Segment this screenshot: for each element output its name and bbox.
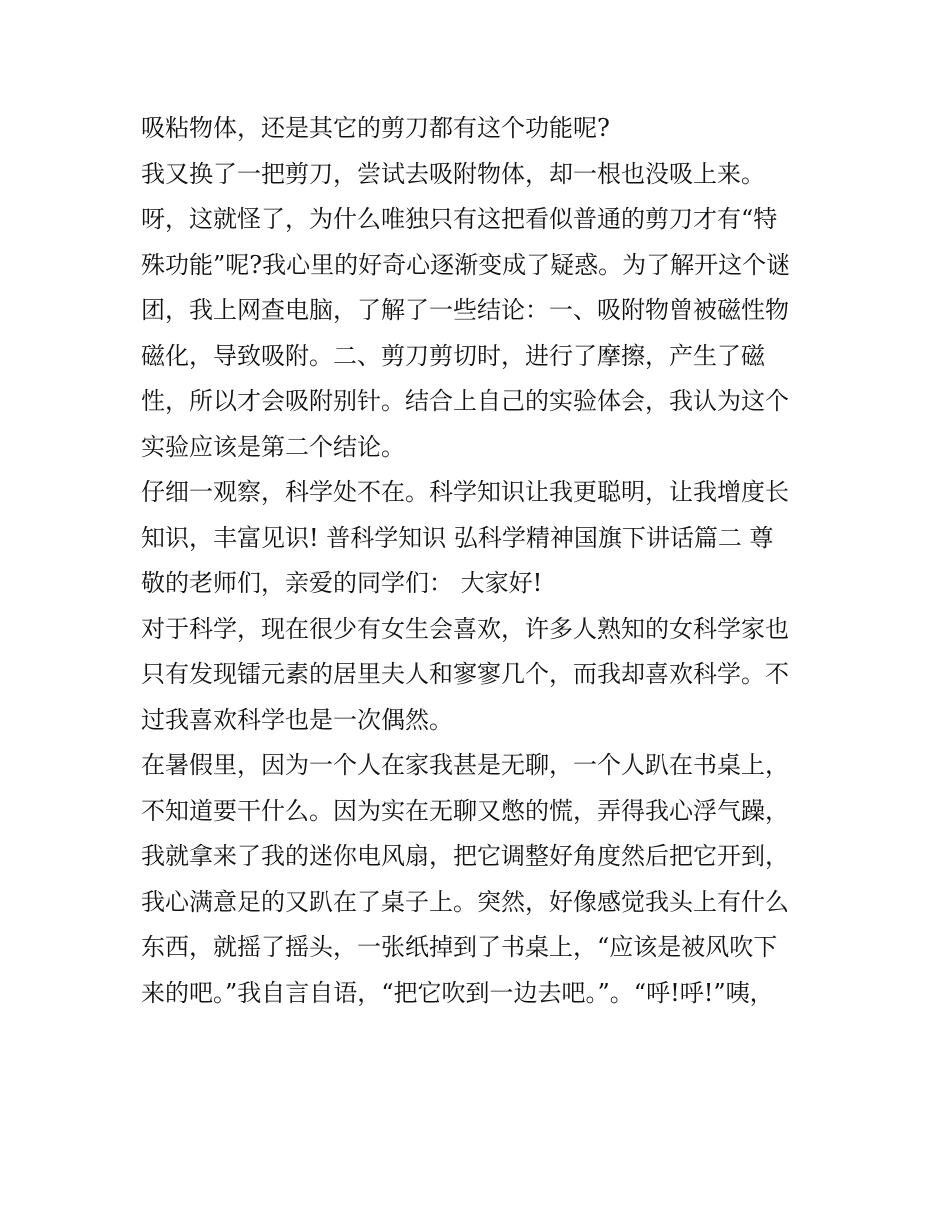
text-line: 团，我上网查电脑，了解了一些结论：一、吸附物曾被磁性物: [141, 296, 789, 324]
text-line: 我心满意足的又趴在了桌子上。突然，好像感觉我头上有什么: [141, 887, 789, 916]
text-line: 仔细一观察，科学处不在。科学知识让我更聪明，让我增度长: [141, 478, 789, 506]
text-line: 殊功能”呢?我心里的好奇心逐渐变成了疑惑。为了解开这个谜: [141, 250, 791, 279]
body-text: [141, 106, 821, 1016]
text-line: 实验应该是第二个结论。: [141, 432, 405, 461]
text-line: 我又换了一把剪刀，尝试去吸附物体，却一根也没吸上来。: [141, 159, 765, 188]
text-line: 对于科学，现在很少有女生会喜欢，许多人熟知的女科学家也: [141, 614, 789, 643]
text-line: 磁化，导致吸附。二、剪刀剪切时，进行了摩擦，产生了磁: [141, 341, 765, 370]
text-line: 只有发现镭元素的居里夫人和寥寥几个，而我却喜欢科学。不: [141, 660, 789, 688]
text-line: 过我喜欢科学也是一次偶然。: [141, 705, 453, 734]
text-line: 性，所以才会吸附别针。结合上自己的实验体会，我认为这个: [141, 387, 789, 415]
text-line: 呀，这就怪了，为什么唯独只有这把看似普通的剪刀才有“特: [141, 205, 778, 233]
text-line: 知识，丰富见识! 普科学知识 弘科学精神国旗下讲话篇二 尊: [141, 523, 774, 552]
text-line: 我就拿来了我的迷你电风扇，把它调整好角度然后把它开到，: [141, 842, 789, 870]
text-line: 在暑假里，因为一个人在家我甚是无聊，一个人趴在书桌上，: [141, 751, 789, 779]
text-line: 不知道要干什么。因为实在无聊又憋的慌，弄得我心浮气躁，: [141, 796, 789, 825]
text-line: 吸粘物体，还是其它的剪刀都有这个功能呢?: [141, 114, 610, 142]
text-line: 敬的老师们，亲爱的同学们： 大家好!: [141, 569, 543, 597]
text-line: 来的吧。”我自言自语，“把它吹到一边去吧。”。“呼!呼!”咦，: [141, 978, 774, 1007]
text-line: 东西，就摇了摇头，一张纸掉到了书桌上，“应该是被风吹下: [141, 933, 778, 961]
